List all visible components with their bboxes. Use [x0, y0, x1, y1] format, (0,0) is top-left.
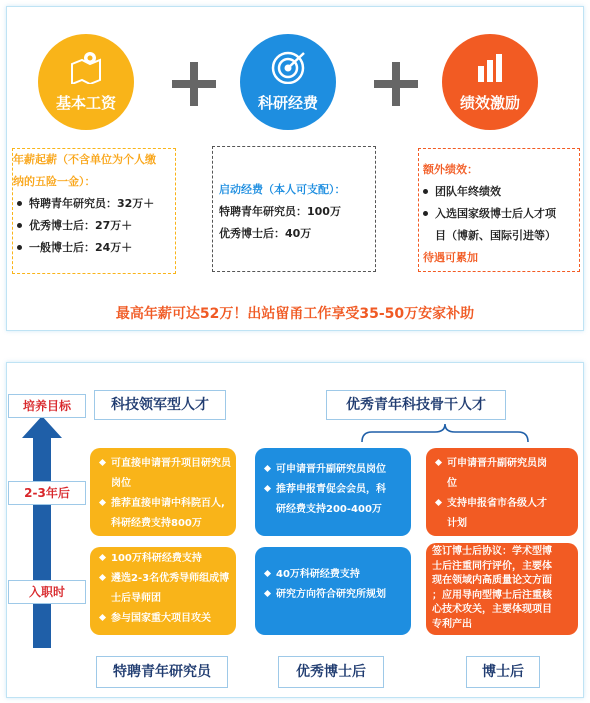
- card-leading-entry: 100万科研经费支持 遴选2-3名优秀导师组成博 士后导师团 参与国家重大项目攻关: [90, 547, 236, 635]
- chart-icon: [442, 50, 538, 84]
- fund-item: 优秀博士后：40万: [219, 227, 312, 240]
- label-entry: 入职时: [8, 580, 86, 604]
- slogan: 最高年薪可达52万！出站留甬工作享受35-50万安家补助: [115, 306, 475, 322]
- performance-label: 绩效激励: [459, 94, 520, 112]
- perf-item: 入选国家级博士后人才项: [419, 203, 579, 225]
- salary-item: 优秀博士后：27万＋: [13, 215, 175, 237]
- title-young-talent: 优秀青年科技骨干人才: [326, 390, 506, 420]
- fund-item: 特聘青年研究员：100万: [219, 205, 341, 218]
- card-leading-after: 可直接申请晋升项目研究员 岗位 推荐直接申请中科院百人, 科研经费支持800万: [90, 448, 236, 536]
- salary-label: 基本工资: [55, 94, 116, 112]
- plus-icon: [172, 62, 216, 106]
- perf-footer: 待遇可累加: [423, 251, 478, 264]
- card-postdoc-after: 可申请晋升副研究员岗 位 支持申报省市各级人才 计划: [426, 448, 578, 536]
- card-postdoc-entry: 签订博士后协议：学术型博 士后注重同行评价，主要体 现在领域内高质量论文方面 ；应用导向型博士后注重核 心技术攻关，主要体现项目 专利产出: [426, 543, 578, 635]
- fund-circle: [240, 34, 336, 130]
- arrow-up-icon: [22, 416, 62, 652]
- map-icon: [38, 50, 134, 84]
- card-excellent-after: 可申请晋升副研究员岗位 推荐申报青促会会员，科 研经费支持200-400万: [255, 448, 411, 536]
- fund-label: 科研经费: [257, 94, 318, 112]
- perf-item-cont: 目（博新、国际引进等）: [435, 229, 556, 242]
- label-training-goal: 培养目标: [8, 394, 86, 418]
- salary-item: 特聘青年研究员：32万＋: [13, 193, 175, 215]
- salary-circle: [38, 34, 134, 130]
- perf-heading: 额外绩效：: [423, 163, 478, 176]
- footer-young-researcher: 特聘青年研究员: [96, 656, 228, 688]
- target-icon: [240, 50, 336, 84]
- card-excellent-entry: 40万科研经费支持 研究方向符合研究所规划: [255, 547, 411, 635]
- footer-excellent-postdoc: 优秀博士后: [278, 656, 384, 688]
- brace-icon: [360, 422, 530, 448]
- perf-item: 团队年终绩效: [419, 181, 579, 203]
- performance-circle: [442, 34, 538, 130]
- label-after-years: 2-3年后: [8, 481, 86, 505]
- plus-icon: [374, 62, 418, 106]
- salary-item: 一般博士后：24万＋: [13, 237, 175, 259]
- fund-box: [212, 146, 376, 272]
- salary-box: [12, 148, 176, 274]
- salary-note-line1: 年薪起薪（不含单位为个人缴: [13, 153, 156, 166]
- footer-postdoc: 博士后: [466, 656, 540, 688]
- salary-note-line2: 纳的五险一金）：: [13, 175, 96, 188]
- fund-heading: 启动经费（本人可支配）：: [219, 183, 346, 196]
- title-leading-talent: 科技领军型人才: [94, 390, 226, 420]
- performance-box: [418, 148, 580, 272]
